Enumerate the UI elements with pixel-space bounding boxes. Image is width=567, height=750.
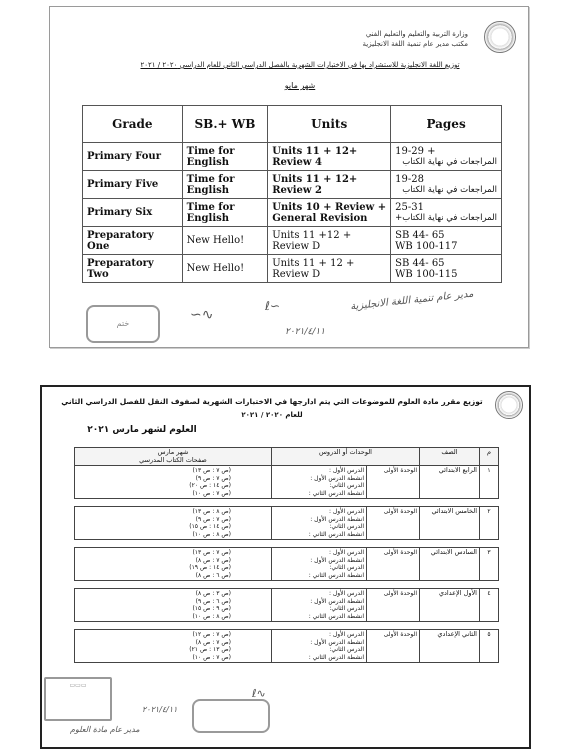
office-stamp: ختم	[86, 305, 160, 343]
page-range: (ص ٣ : ص ٨)	[195, 590, 231, 597]
doc2-title: توزيع مقرر مادة العلوم للموضوعات التي يتم ادارجها في الاختبارات الشهرية لصفوف النقل للفصل الدراسي الثاني	[61, 397, 483, 406]
office-stamp-2	[192, 699, 270, 733]
table2-header-row	[75, 448, 499, 466]
page-range: (ص ٧ : ص ٨)	[195, 556, 231, 564]
lesson-line: الدرس الأول :	[328, 590, 364, 597]
pages-line: 19-29 +	[395, 145, 436, 157]
row-spacer	[75, 499, 499, 507]
lesson-line: الدرس الثاني:	[329, 482, 364, 489]
page-range: (ص ٧ : ص ١٣)	[192, 549, 231, 556]
row-number: ٢	[480, 507, 499, 540]
units-line: Review D	[272, 268, 321, 280]
table-row	[75, 466, 499, 499]
units-line: Units 11 + 12+	[272, 173, 358, 185]
grade-cell: Primary Four	[83, 143, 183, 171]
row-spacer	[75, 540, 499, 548]
pages-line: SB 44- 65	[395, 229, 445, 241]
table-row	[75, 507, 499, 540]
table-row	[75, 548, 499, 581]
lessons-cell	[272, 507, 367, 540]
science-distribution-document	[40, 385, 531, 749]
page-range: (ص ٨ : ص ١٠)	[192, 612, 231, 620]
pages-cell	[391, 255, 502, 283]
lesson-line: انشطة الدرس الثاني :	[308, 653, 364, 661]
units-line: Units 11 + 12 +	[272, 257, 355, 269]
pages-cell	[391, 171, 502, 199]
page-range: (ص ٨ : ص ١٠)	[192, 530, 231, 538]
pages-line: WB 100-115	[395, 268, 458, 280]
units-cell	[268, 255, 391, 283]
col-books: SB.+ WB	[182, 106, 268, 143]
units-line: Review 2	[272, 184, 322, 196]
unit-cell: الوحدة الأولى	[367, 548, 420, 581]
col-pages: Pages	[391, 106, 502, 143]
pages-cell	[75, 548, 272, 581]
col-grade: الصف	[420, 448, 480, 466]
lesson-line: الدرس الأول :	[328, 549, 364, 556]
pages-cell	[75, 589, 272, 622]
doc2-year: للعام ٢٠٢٠ / ٢٠٢١	[241, 411, 303, 419]
doc1-month: شهر مايو	[284, 81, 316, 90]
lesson-line: انشطة الدرس الأول :	[310, 556, 364, 564]
approval-stamp-box: ▭▭▭	[44, 677, 112, 721]
units-cell	[268, 199, 391, 227]
ministry-name: وزارة التربية والتعليم والتعليم الفني	[365, 30, 468, 38]
units-line: Review D	[272, 240, 321, 252]
grade-cell: Primary Six	[83, 199, 183, 227]
row-number: ٥	[480, 630, 499, 663]
lesson-line: انشطة الدرس الأول :	[310, 474, 364, 482]
page-range: (ص ٧ : ص ٨)	[195, 638, 231, 646]
doc2-subtitle: العلوم لشهر مارس ٢٠٢١	[87, 425, 197, 435]
english-distribution-document	[49, 6, 529, 348]
unit-cell: الوحدة الأولى	[367, 507, 420, 540]
grade-cell: الأول الإعدادي	[420, 589, 480, 622]
grade-cell: Preparatory Two	[83, 255, 183, 283]
lesson-line: الدرس الثاني:	[329, 605, 364, 612]
page-range: (ص ٧ : ص ١٠)	[192, 489, 231, 497]
col-num: م	[480, 448, 499, 466]
signature-scribble-3: ℓ∿	[252, 687, 266, 700]
row-spacer	[75, 663, 499, 671]
lesson-line: انشطة الدرس الأول :	[310, 597, 364, 605]
page-range: (ص ٧ : ص ١٠)	[192, 653, 231, 661]
pages-cell	[391, 227, 502, 255]
pages-line: 19-28	[395, 173, 424, 185]
pages-line: المراجعات في نهاية الكتاب+	[395, 212, 497, 223]
table-row	[83, 199, 502, 227]
table-row	[83, 227, 502, 255]
grade-cell: الخامس الابتدائي	[420, 507, 480, 540]
page-range: (ص ٧ : ص ٩)	[195, 474, 231, 482]
science-units-table	[74, 447, 499, 671]
page-range: (ص ١٤ : ص ١٥)	[189, 523, 231, 530]
col-units: Units	[268, 106, 391, 143]
pages-cell	[75, 507, 272, 540]
pages-line: SB 44- 65	[395, 257, 445, 269]
lesson-line: الدرس الأول :	[328, 508, 364, 515]
ministry-logo-2	[495, 391, 523, 419]
page-range: (ص ٦ : ص ٩)	[195, 597, 231, 605]
doc1-title: توزيع اللغة الانجليزية للاستشراد بها في الاختبارات الشهرية بالفصل الدراسي الثاني للعام الدراسي ٢٠٢٠ / ٢٠٢١	[140, 61, 460, 69]
doc2-date: ٢٠٢١/٤/١١	[142, 705, 178, 714]
units-cell	[268, 227, 391, 255]
book-cell: Time for English	[182, 171, 268, 199]
lessons-cell	[272, 548, 367, 581]
signature-scribble-2: ℓ∽	[265, 299, 281, 313]
lesson-line: انشطة الدرس الثاني :	[308, 571, 364, 579]
lessons-cell	[272, 466, 367, 499]
lesson-line: انشطة الدرس الأول :	[310, 515, 364, 523]
col-pages	[75, 448, 272, 466]
units-line: General Revision	[272, 212, 368, 224]
pages-cell	[75, 630, 272, 663]
signature-scribble-1: ∽∿	[190, 307, 214, 323]
grade-cell: Primary Five	[83, 171, 183, 199]
grade-cell: الرابع الابتدائي	[420, 466, 480, 499]
lesson-line: انشطة الدرس الثاني :	[308, 489, 364, 497]
book-cell: Time for English	[182, 143, 268, 171]
page-range: (ص ٦ : ص ٨)	[195, 571, 231, 579]
lesson-line: الدرس الثاني:	[329, 646, 364, 653]
col-units: الوحدات أو الدروس	[272, 448, 420, 466]
book-cell: Time for English	[182, 199, 268, 227]
table-row	[83, 143, 502, 171]
pages-line: المراجعات في نهاية الكتاب	[402, 184, 497, 195]
page-range: (ص ٧ : ص ١٢)	[192, 631, 231, 638]
row-spacer	[75, 581, 499, 589]
units-line: Units 11 +12 +	[272, 229, 352, 241]
col-grade: Grade	[83, 106, 183, 143]
lesson-line: الدرس الثاني:	[329, 523, 364, 530]
unit-cell: الوحدة الأولى	[367, 630, 420, 663]
pages-cell	[391, 143, 502, 171]
table-row	[75, 589, 499, 622]
units-line: Units 11 + 12+	[272, 145, 358, 157]
lessons-cell	[272, 630, 367, 663]
lessons-cell	[272, 589, 367, 622]
units-line: Units 10 + Review +	[272, 201, 387, 213]
pages-cell	[391, 199, 502, 227]
page-range: (ص ٩ : ص ١٥)	[192, 605, 231, 612]
table-header-row	[83, 106, 502, 143]
units-line: Review 4	[272, 156, 322, 168]
doc1-date: ٢٠٢١/٤/١١	[285, 327, 325, 337]
grade-cell: السادس الابتدائي	[420, 548, 480, 581]
lesson-line: انشطة الدرس الثاني :	[308, 612, 364, 620]
lesson-line: الدرس الأول :	[328, 467, 364, 474]
english-director-signature: مدير عام تنمية اللغة الانجليزية	[349, 288, 475, 313]
row-number: ١	[480, 466, 499, 499]
lesson-line: الدرس الثاني:	[329, 564, 364, 571]
ministry-header	[363, 29, 469, 49]
units-cell	[268, 171, 391, 199]
page-range: (ص ٨ : ص ١٣)	[192, 508, 231, 515]
table-row	[75, 630, 499, 663]
month-label: شهر مارس	[157, 448, 189, 456]
pages-cell	[75, 466, 272, 499]
science-director-signature: مدير عام مادة العلوم	[70, 725, 140, 734]
table-row	[83, 171, 502, 199]
page-range: (ص ١٤ : ص ١٩)	[189, 564, 231, 571]
pages-line: المراجعات في نهاية الكتاب	[402, 156, 497, 167]
page-range: (ص ١٤ : ص ٢٠)	[189, 482, 231, 489]
row-number: ٣	[480, 548, 499, 581]
page-range: (ص ٧ : ص ٩)	[195, 515, 231, 523]
page-range: (ص ٧ : ص ١٣)	[192, 467, 231, 474]
lesson-line: انشطة الدرس الثاني :	[308, 530, 364, 538]
book-cell: New Hello!	[182, 255, 268, 283]
grade-cell: Preparatory One	[83, 227, 183, 255]
unit-cell: الوحدة الأولى	[367, 466, 420, 499]
units-cell	[268, 143, 391, 171]
table-row	[83, 255, 502, 283]
pages-line: 25-31	[395, 201, 424, 213]
lesson-line: الدرس الأول :	[328, 631, 364, 638]
office-name: مكتب مدير عام تنمية اللغة الانجليزية	[362, 40, 468, 48]
book-cell: New Hello!	[182, 227, 268, 255]
english-units-table	[82, 105, 502, 283]
ministry-logo	[484, 21, 516, 53]
col-pages-label: صفحات الكتاب المدرسي	[139, 455, 207, 464]
unit-cell: الوحدة الأولى	[367, 589, 420, 622]
grade-cell: الثاني الإعدادي	[420, 630, 480, 663]
row-number: ٤	[480, 589, 499, 622]
page-range: (ص ١٣ : ص ٢١)	[189, 646, 231, 653]
row-spacer	[75, 622, 499, 630]
lesson-line: انشطة الدرس الأول :	[310, 638, 364, 646]
pages-line: WB 100-117	[395, 240, 458, 252]
